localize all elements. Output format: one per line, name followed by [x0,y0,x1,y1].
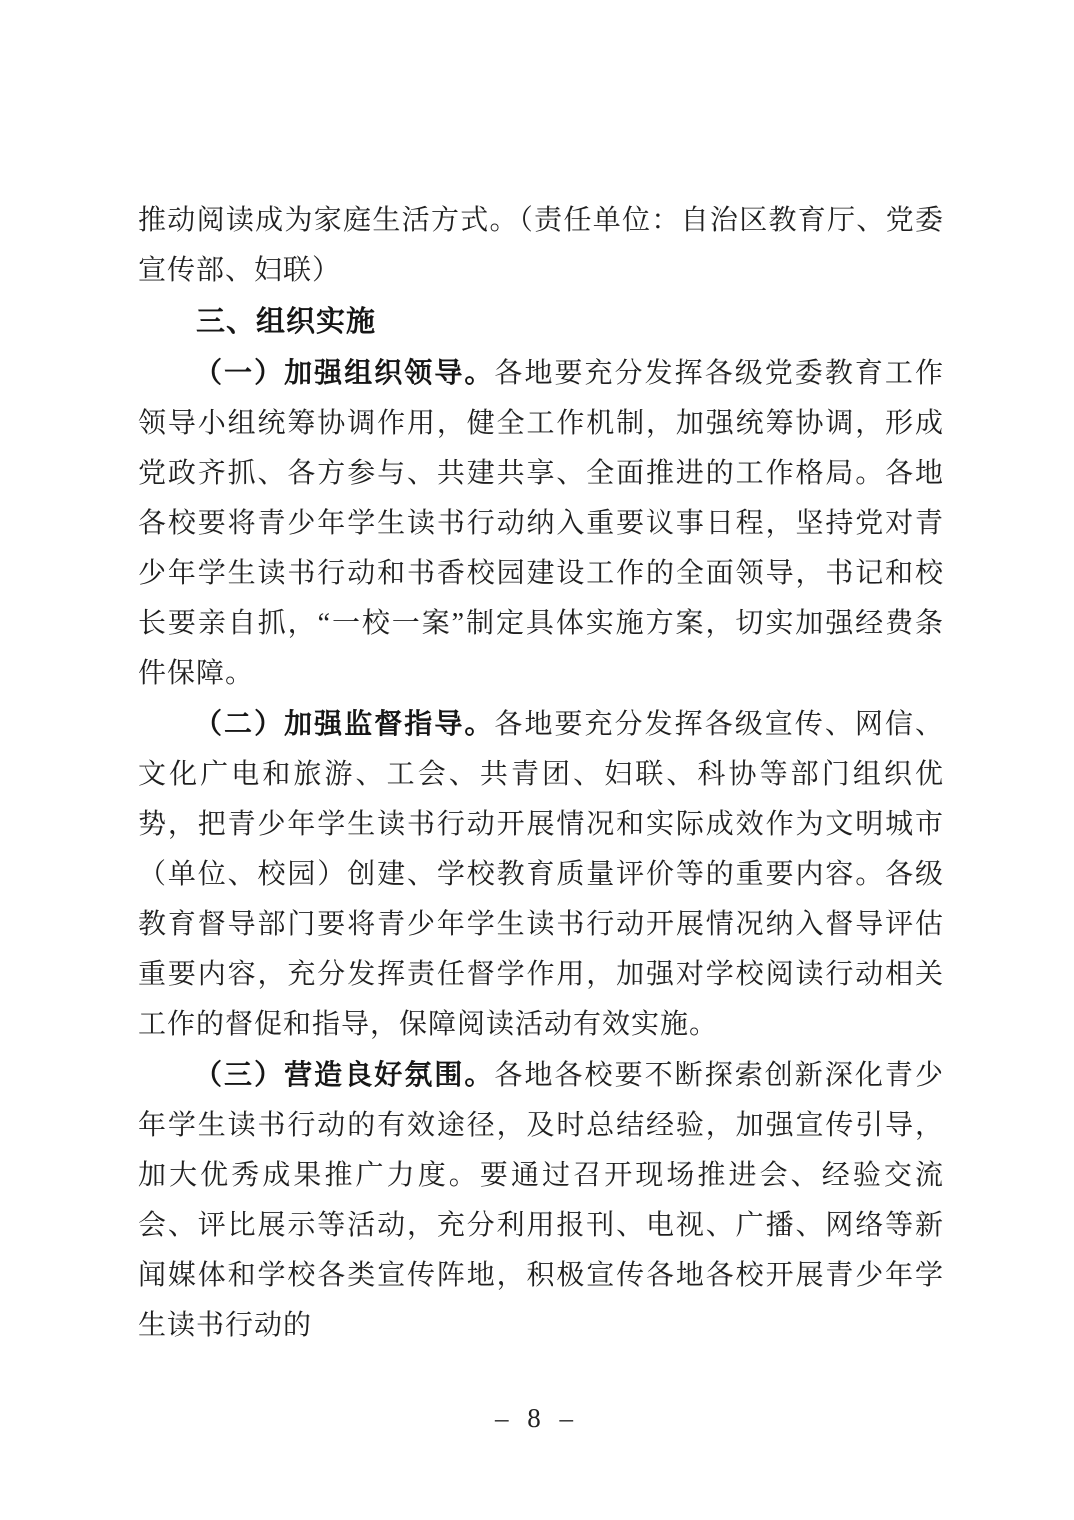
paragraph-1-lead: （一）加强组织领导。 [194,357,495,388]
paragraph-2-lead: （二）加强监督指导。 [194,708,495,739]
document-body [138,196,944,1351]
paragraph-2-text: 各地要充分发挥各级宣传、网信、文化广电和旅游、工会、共青团、妇联、科协等部门组织优势，把青少年学生读书行动开展情况和实际成效作为文明城市（单位、校园）创建、学校教育质量评价等的重要内容。各级教育督导部门要将青少年学生读书行动开展情况纳入督导评估重要内容，充分发挥责任督学作用，加强对学校阅读行动相关工作的督促和指导，保障阅读活动有效实施。 [138,709,944,1040]
paragraph-3-text: 各地各校要不断探索创新深化青少年学生读书行动的有效途径，及时总结经验，加强宣传引导，加大优秀成果推广力度。要通过召开现场推进会、经验交流会、评比展示等活动，充分利用报刊、电视、广播、网络等新闻媒体和学校各类宣传阵地，积极宣传各地各校开展青少年学生读书行动的 [138,1060,944,1341]
paragraph-1-text: 各地要充分发挥各级党委教育工作领导小组统筹协调作用，健全工作机制，加强统筹协调，形成党政齐抓、各方参与、共建共享、全面推进的工作格局。各地各校要将青少年学生读书行动纳入重要议事日程，坚持党对青少年学生读书行动和书香校园建设工作的全面领导，书记和校长要亲自抓，“一校一案”制定具体实施方案，切实加强经费条件保障。 [138,358,944,689]
paragraph-item-1 [138,348,944,699]
section-heading: 三、组织实施 [196,306,377,338]
paragraph-3-lead: （三）营造良好氛围。 [194,1059,495,1090]
paragraph-item-2 [138,699,944,1050]
paragraph-item-3 [138,1050,944,1351]
continuation-paragraph: 推动阅读成为家庭生活方式。（责任单位：自治区教育厅、党委宣传部、妇联） [138,205,944,286]
page-number: – 8 – [495,1403,579,1433]
